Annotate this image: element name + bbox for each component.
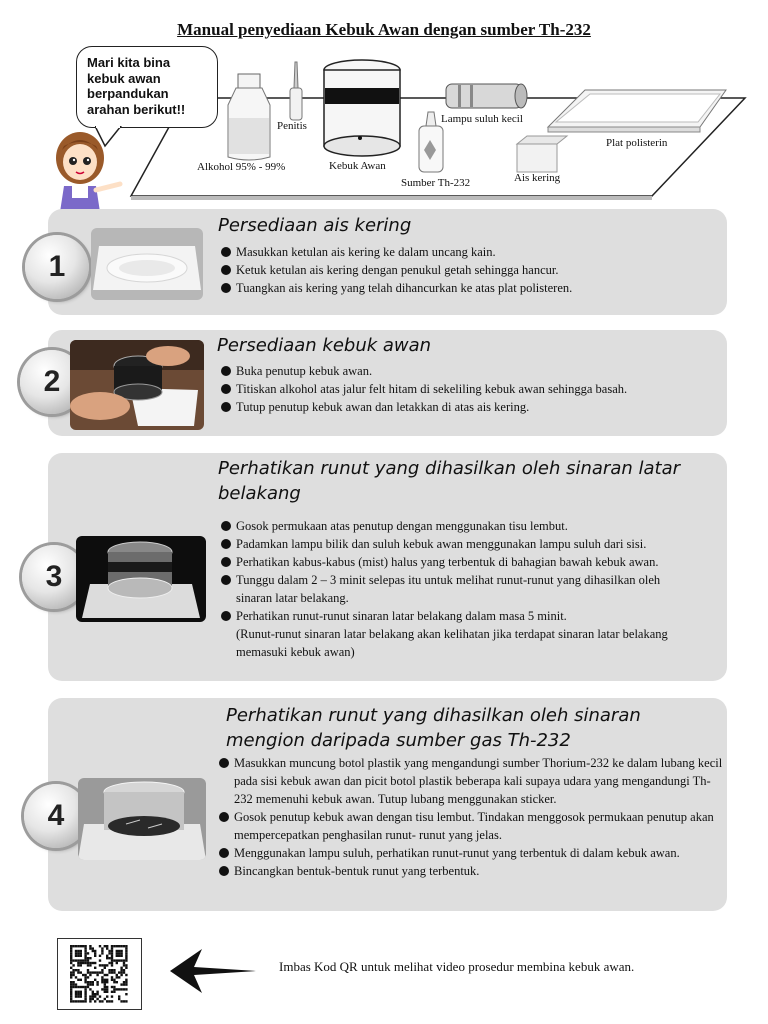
qr-code[interactable] xyxy=(57,938,142,1010)
step-title: Perhatikan runut yang dihasilkan oleh sinaran latar belakang xyxy=(218,458,680,504)
label-flashlight: Lampu suluh kecil xyxy=(441,113,523,125)
step-number-badge: 4 xyxy=(24,784,88,848)
label-dropper: Penitis xyxy=(277,120,307,132)
step-number-badge: 3 xyxy=(22,545,86,609)
label-alcohol: Alkohol 95% - 99% xyxy=(197,161,286,173)
dropper-icon xyxy=(290,62,302,120)
list-item: Menggunakan lampu suluh, perhatikan runut-runut yang terbentuk di dalam kebuk awan. xyxy=(218,844,724,862)
list-item: Buka penutup kebuk awan. xyxy=(220,362,720,380)
speech-bubble: Mari kita bina kebuk awan berpandukan arahan berikut!! xyxy=(76,46,218,128)
list-item: Ketuk ketulan ais kering dengan penukul getah sehingga hancur. xyxy=(220,261,720,279)
step-title: Perhatikan runut yang dihasilkan oleh sinaran mengion daripada sumber gas Th-232 xyxy=(226,705,641,751)
polystyrene-plate-icon xyxy=(548,90,726,132)
label-dry-ice: Ais kering xyxy=(514,172,561,184)
list-item: Tunggu dalam 2 – 3 minit selepas itu untuk melihat runut-runut yang dihasilkan oleh sinaran latar belakang. xyxy=(220,571,690,607)
step-3-list xyxy=(220,517,690,661)
list-item: Tuangkan ais kering yang telah dihancurkan ke atas plat polisteren. xyxy=(220,279,720,297)
label-plate: Plat polisterin xyxy=(606,137,668,149)
step-3-note: (Runut-runut sinaran latar belakang akan kelihatan jika terdapat sinaran latar belakang memasuki kebuk awan) xyxy=(236,627,668,659)
qr-code-icon xyxy=(58,939,141,1009)
ionizing-tracks-photo xyxy=(78,778,206,860)
flashlight-icon xyxy=(446,84,527,108)
list-item: Bincangkan bentuk-bentuk runut yang terbentuk. xyxy=(218,862,724,880)
cloud-chamber-icon xyxy=(324,60,400,156)
list-item: Perhatikan kabus-kabus (mist) halus yang terbentuk di bahagian bawah kebuk awan. xyxy=(220,553,690,571)
girl-character-icon xyxy=(50,128,130,212)
arrow-left-icon xyxy=(170,949,258,993)
list-item: Gosok penutup kebuk awan dengan tisu lembut. Tindakan menggosok permukaan penutup akan mempercepatkan penghasilan runut- runut yang jelas. xyxy=(218,808,724,844)
list-item-text: Perhatikan runut-runut sinaran latar belakang dalam masa 5 minit. xyxy=(236,609,567,623)
page-title: Manual penyediaan Kebuk Awan dengan sumber Th-232 xyxy=(177,20,591,39)
qr-instruction: Imbas Kod QR untuk melihat video prosedur membina kebuk awan. xyxy=(279,959,635,974)
step-title: Persediaan ais kering xyxy=(218,215,412,236)
list-item: Gosok permukaan atas penutup dengan menggunakan tisu lembut. xyxy=(220,517,690,535)
label-chamber: Kebuk Awan xyxy=(329,160,386,172)
list-item: Masukkan muncung botol plastik yang mengandungi sumber Thorium-232 ke dalam lubang kecil pada sisi kebuk awan dan picit botol plastik beberapa kali supaya udara yang mengandungi Th-232 memenuhi kebuk awan. Tutup lubang menggunakan sticker. xyxy=(218,754,724,808)
list-item: Masukkan ketulan ais kering ke dalam uncang kain. xyxy=(220,243,720,261)
step-number-badge: 1 xyxy=(25,235,89,299)
label-source: Sumber Th-232 xyxy=(401,177,471,189)
alcohol-bottle-icon xyxy=(228,74,270,160)
list-item: Tutup penutup kebuk awan dan letakkan di atas ais kering. xyxy=(220,398,720,416)
step-4-list xyxy=(218,754,724,880)
background-tracks-photo xyxy=(76,536,206,622)
step-1-list xyxy=(220,243,720,297)
step-2-list xyxy=(220,362,720,416)
list-item: Padamkan lampu bilik dan suluh kebuk awan menggunakan lampu suluh dari sisi. xyxy=(220,535,690,553)
list-item: Titiskan alkohol atas jalur felt hitam di sekeliling kebuk awan sehingga basah. xyxy=(220,380,720,398)
step-title: Persediaan kebuk awan xyxy=(217,335,432,356)
list-item xyxy=(220,607,690,661)
step-number-badge: 2 xyxy=(20,350,84,414)
dry-ice-photo xyxy=(91,228,203,300)
chamber-preparation-photo xyxy=(70,340,204,430)
